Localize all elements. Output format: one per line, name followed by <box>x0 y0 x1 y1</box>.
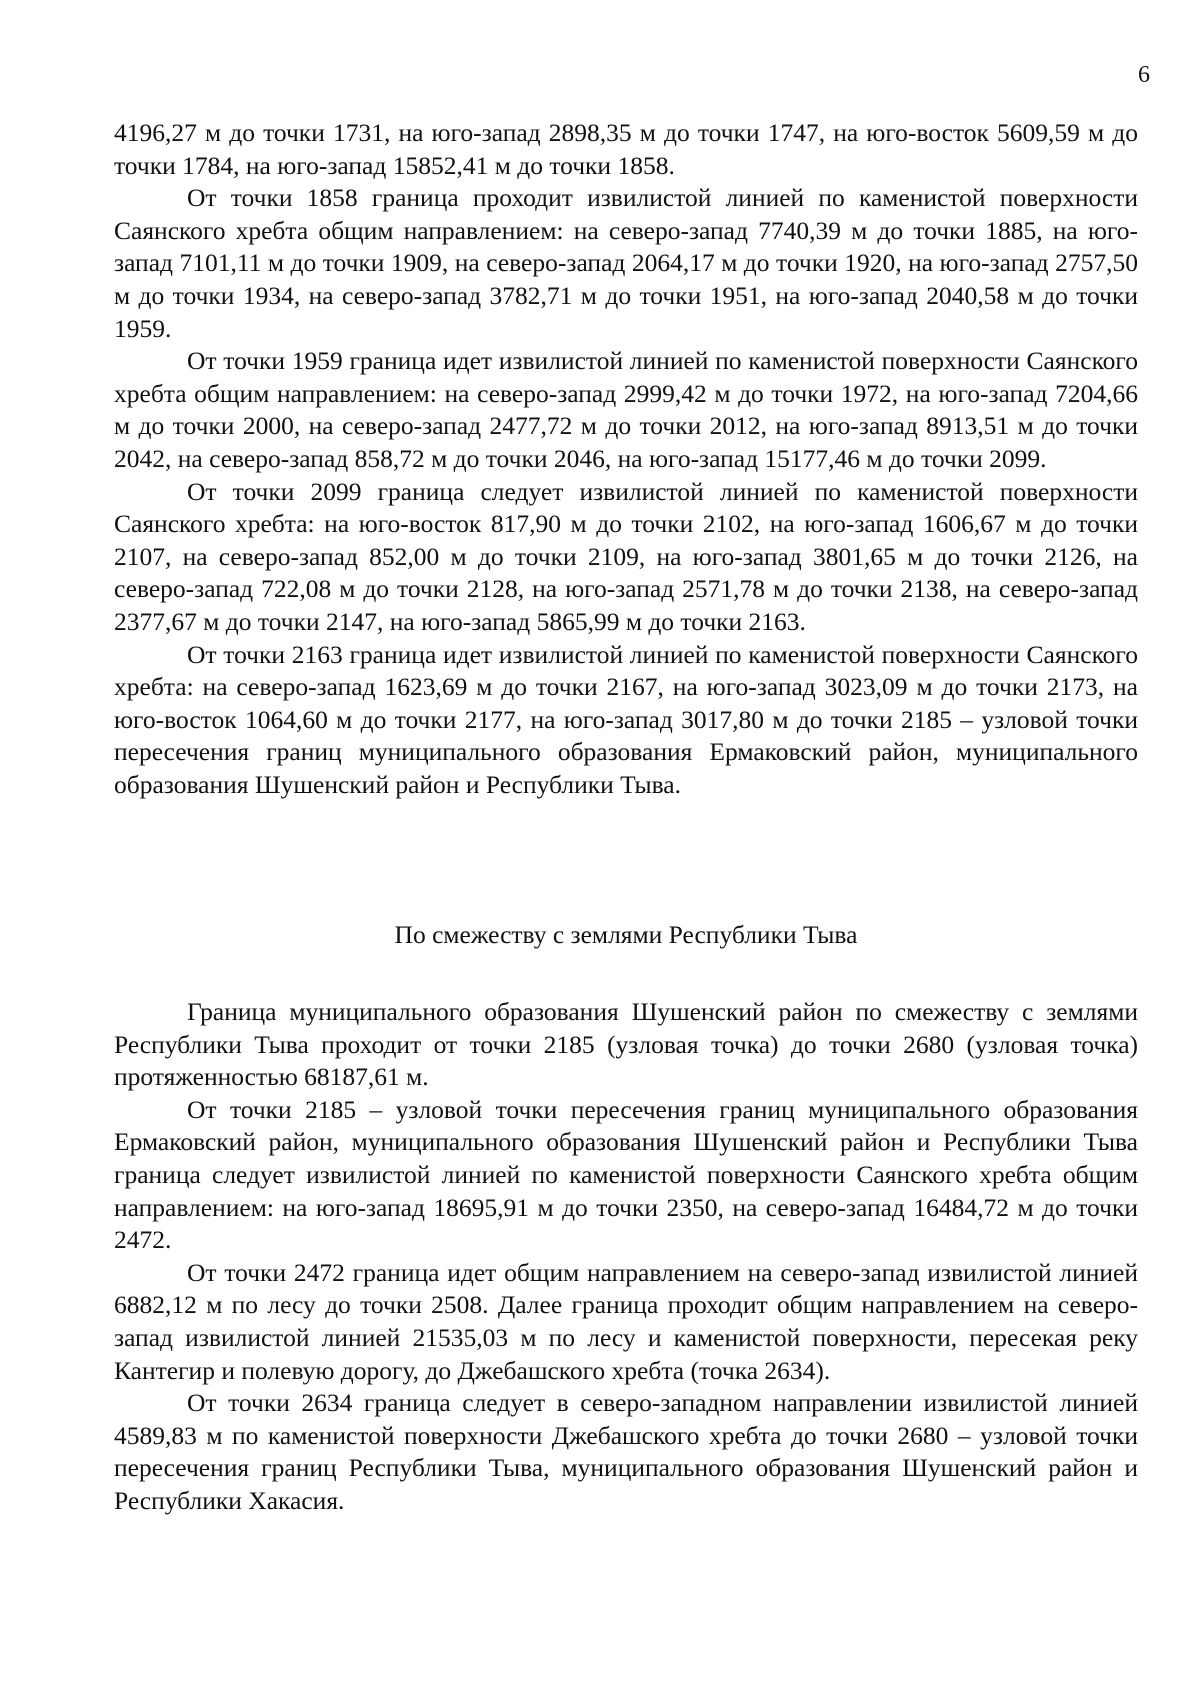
paragraph-boundary-summary: Граница муниципального образования Шушенский район по смежеству с землями Республики Тыва проходит от точки 2185 (узловая точка) до точки 2680 (узловая точка) протяженностью 68187,61 м. <box>114 997 1138 1092</box>
paragraph-point-2163: От точки 2163 граница идет извилистой линией по каменистой поверхности Саянского хребта: на северо-запад 1623,69 м до точки 2167, на юго-запад 3023,09 м до точки 2173, на юго-восток 1064,60 м до точки 2177, на юго-запад 3017,80 м до точки 2185 – узловой точки пересечения границ муниципального образования Ермаковский район, муниципального образования Шушенский район и Республики Тыва. <box>114 639 1138 799</box>
paragraph-point-1959: От точки 1959 граница идет извилистой линией по каменистой поверхности Саянского хребта общим направлением: на северо-запад 2999,42 м до точки 1972, на юго-запад 7204,66 м до точки 2000, на северо-запад 2477,72 м до точки 2012, на юго-запад 8913,51 м до точки 2042, на северо-запад 858,72 м до точки 2046, на юго-запад 15177,46 м до точки 2099. <box>114 346 1138 473</box>
paragraph-point-2472: От точки 2472 граница идет общим направлением на северо-запад извилистой линией 6882,12 м по лесу до точки 2508. Далее граница проходит общим направлением на северо-запад извилистой линией 21535,03 м по лесу и каменистой поверхности, пересекая реку Кантегир и полевую дорогу, до Джебашского хребта (точка 2634). <box>114 1257 1138 1385</box>
section-heading: По смежеству с землями Республики Тыва <box>394 920 858 949</box>
page-number: 6 <box>1138 62 1150 88</box>
paragraph-point-2099: От точки 2099 граница следует извилистой линией по каменистой поверхности Саянского хребта: на юго-восток 817,90 м до точки 2102, на юго-запад 1606,67 м до точки 2107, на северо-запад 852,00 м до точки 2109, на юго-запад 3801,65 м до точки 2126, на северо-запад 722,08 м до точки 2128, на юго-запад 2571,78 м до точки 2138, на северо-запад 2377,67 м до точки 2147, на юго-запад 5865,99 м до точки 2163. <box>114 476 1138 636</box>
boundary-description-top <box>114 117 1138 801</box>
paragraph-point-1858: От точки 1858 граница проходит извилистой линией по каменистой поверхности Саянского хребта общим направлением: на северо-запад 7740,39 м до точки 1885, на юго-запад 7101,11 м до точки 1909, на северо-запад 2064,17 м до точки 1920, на юго-запад 2757,50 м до точки 1934, на северо-запад 3782,71 м до точки 1951, на юго-запад 2040,58 м до точки 1959. <box>114 183 1138 343</box>
paragraph-continuation: 4196,27 м до точки 1731, на юго-запад 2898,35 м до точки 1747, на юго-восток 5609,59 м до точки 1784, на юго-запад 15852,41 м до точки 1858. <box>114 118 1138 180</box>
boundary-description-tyva <box>114 996 1138 1518</box>
paragraph-point-2185: От точки 2185 – узловой точки пересечения границ муниципального образования Ермаковский район, муниципального образования Шушенский район и Республики Тыва граница следует извилистой линией по каменистой поверхности Саянского хребта общим направлением: на юго-запад 18695,91 м до точки 2350, на северо-запад 16484,72 м до точки 2472. <box>114 1094 1138 1255</box>
paragraph-point-2634: От точки 2634 граница следует в северо-западном направлении извилистой линией 4589,83 м по каменистой поверхности Джебашского хребта до точки 2680 – узловой точки пересечения границ Республики Тыва, муниципального образования Шушенский район и Республики Хакасия. <box>114 1388 1138 1515</box>
